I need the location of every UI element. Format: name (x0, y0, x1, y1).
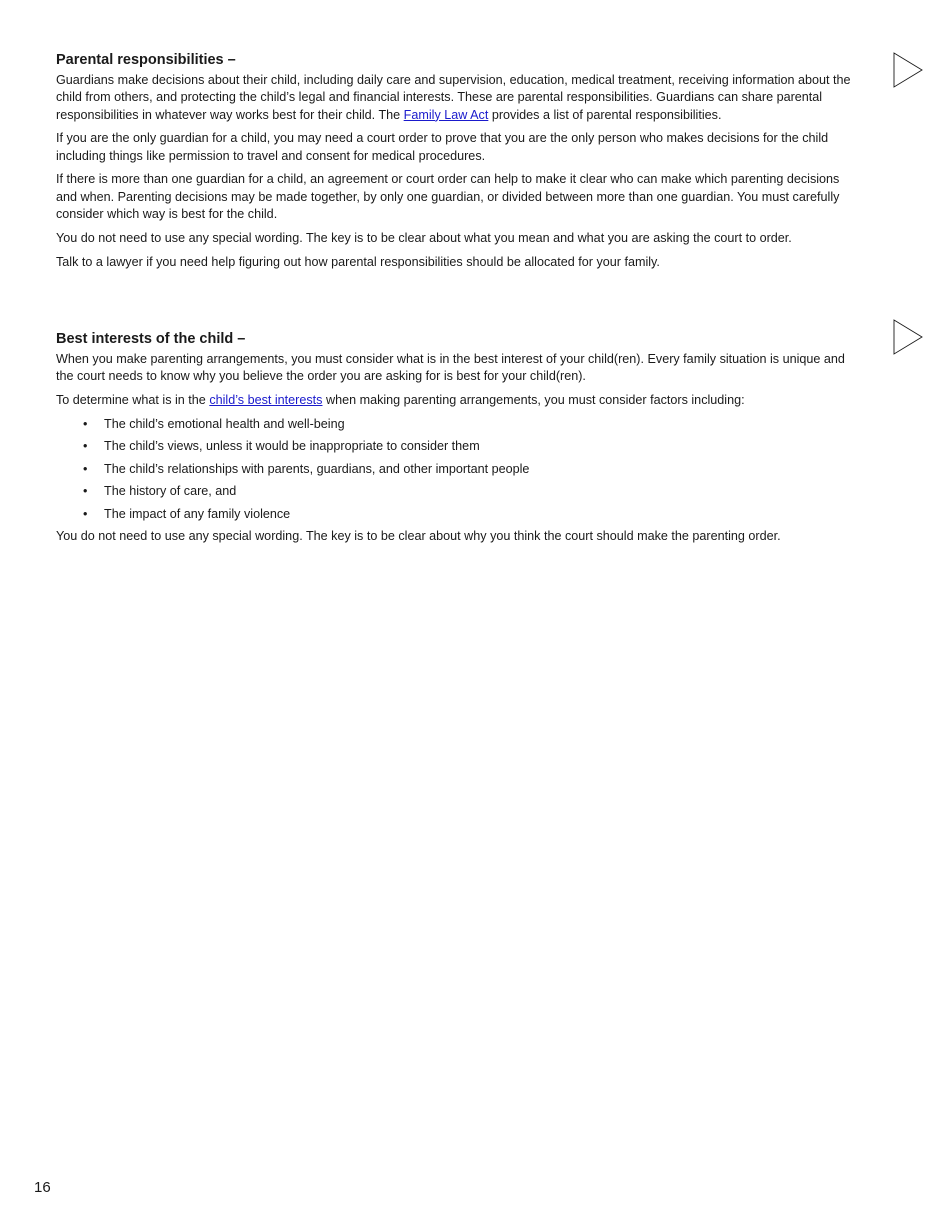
bullet-icon: • (83, 461, 88, 476)
list-item (56, 438, 856, 455)
best-interests-heading: Best interests of the child – (56, 331, 246, 347)
play-arrow-icon[interactable] (893, 319, 923, 355)
bullet-icon: • (83, 416, 88, 431)
paragraph: If you are the only guardian for a child, you may need a court order to prove that you are the only person who makes decisions for the child including things like permission to travel and consent for medical procedures. (56, 131, 829, 163)
paragraph-text: provides a list of parental responsibilities. (488, 107, 722, 122)
list-item (56, 483, 856, 500)
paragraph (56, 72, 856, 124)
list-item-text: The child’s relationships with parents, guardians, and other important people (104, 461, 530, 476)
factors-list (56, 416, 856, 523)
paragraph: You do not need to use any special wording. The key is to be clear about why you think the court should make the parenting order. (56, 529, 781, 544)
paragraph-text: Guardians make decisions about their child, including daily care and supervision, education, medical treatment, receiving information about the child from others, and protecting the child’s legal and financial interests. These are parental responsibilities. Guardians can share parental responsibilities in whatever way works best for their child. The (56, 73, 851, 122)
paragraph: When you make parenting arrangements, you must consider what is in the best interest of your child(ren). Every family situation is unique and the court needs to know why you believe the order you are asking for is best for your child(ren). (56, 352, 845, 384)
parental-responsibilities-heading: Parental responsibilities – (56, 52, 236, 68)
list-item (56, 416, 856, 433)
list-item (56, 506, 856, 523)
paragraph-text: To determine what is in the (56, 393, 210, 408)
list-item-text: The impact of any family violence (104, 506, 291, 521)
parental-responsibilities-section (56, 51, 856, 277)
paragraph-text: when making parenting arrangements, you must consider factors including: (322, 393, 745, 408)
paragraph: You do not need to use any special wording. The key is to be clear about what you mean and what you are asking the court to order. (56, 230, 792, 245)
bullet-icon: • (83, 484, 88, 499)
family-law-act-link[interactable]: Family Law Act (403, 107, 489, 122)
list-item (56, 461, 856, 478)
bullet-icon: • (83, 439, 88, 454)
paragraph: If there is more than one guardian for a child, an agreement or court order can help to make it clear who can make which parenting decisions and when. Parenting decisions may be made together, by only one guardian, or divided between more than one guardian. You must carefully consider which way is best for the child. (56, 172, 840, 222)
paragraph: Talk to a lawyer if you need help figuring out how parental responsibilities should be allocated for your family. (56, 254, 660, 269)
list-item-text: The history of care, and (104, 484, 237, 499)
paragraph (56, 392, 856, 409)
bullet-icon: • (83, 506, 88, 521)
childs-best-interests-link[interactable]: child’s best interests (209, 393, 323, 408)
list-item-text: The child’s emotional health and well-being (104, 416, 345, 431)
best-interests-section (56, 330, 856, 552)
list-item-text: The child’s views, unless it would be inappropriate to consider them (104, 439, 480, 454)
page-number: 16 (34, 1179, 51, 1196)
play-arrow-icon[interactable] (893, 52, 923, 88)
